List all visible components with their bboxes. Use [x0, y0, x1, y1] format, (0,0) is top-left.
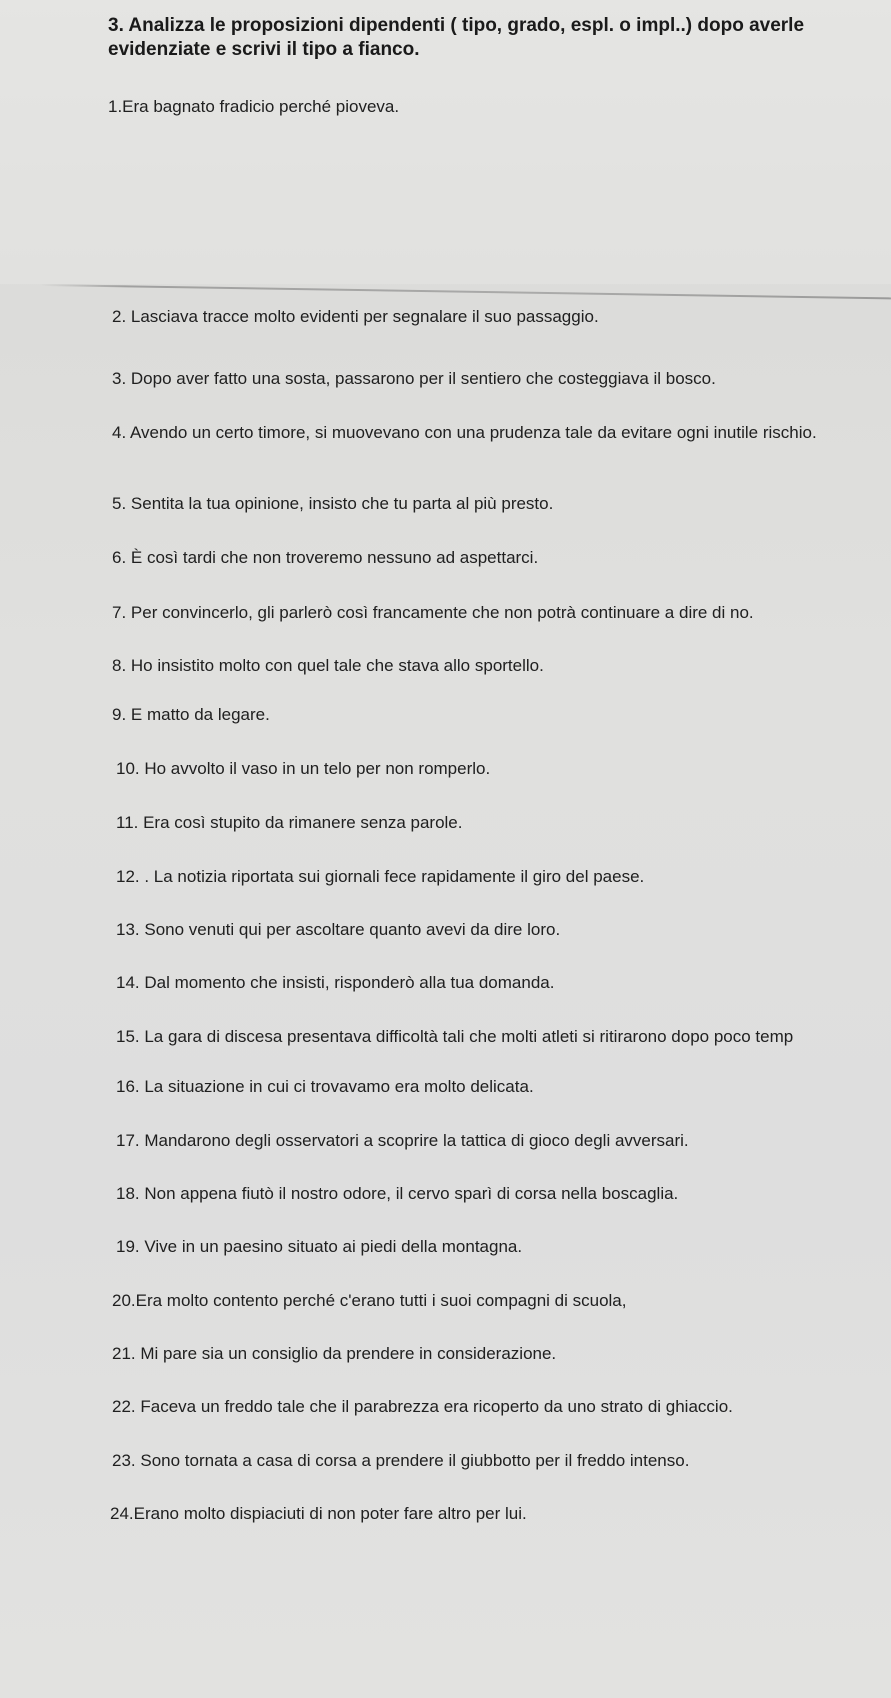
exercise-heading: 3. Analizza le proposizioni dipendenti ( tipo, grado, espl. o impl..) dopo averle evidenziate e scrivi il tipo a fianco.: [108, 15, 805, 60]
sentence-19: 19. Vive in un paesino situato ai piedi della montagna.: [116, 1237, 523, 1256]
sentence-4: 4. Avendo un certo timore, si muovevano con una prudenza tale da evitare ogni inutile rischio.: [112, 423, 817, 442]
sentence-15: 15. La gara di discesa presentava difficoltà tali che molti atleti si ritirarono dopo poco temp: [116, 1027, 794, 1046]
sentence-3: 3. Dopo aver fatto una sosta, passarono per il sentiero che costeggiava il bosco.: [112, 369, 716, 388]
sentence-7: 7. Per convincerlo, gli parlerò così francamente che non potrà continuare a dire di no.: [112, 603, 754, 622]
sentence-21: 21. Mi pare sia un consiglio da prendere in considerazione.: [112, 1344, 557, 1363]
sentence-12: 12. . La notizia riportata sui giornali fece rapidamente il giro del paese.: [116, 867, 645, 886]
sentence-14: 14. Dal momento che insisti, risponderò alla tua domanda.: [116, 973, 555, 992]
sentence-20: 20.Era molto contento perché c'erano tutti i suoi compagni di scuola,: [112, 1291, 627, 1310]
sentence-8: 8. Ho insistito molto con quel tale che stava allo sportello.: [112, 656, 544, 675]
sentence-18: 18. Non appena fiutò il nostro odore, il cervo sparì di corsa nella boscaglia.: [116, 1184, 679, 1203]
sentence-9: 9. E matto da legare.: [112, 705, 270, 724]
sentence-13: 13. Sono venuti qui per ascoltare quanto avevi da dire loro.: [116, 920, 561, 939]
sentence-22: 22. Faceva un freddo tale che il parabrezza era ricoperto da uno strato di ghiaccio.: [112, 1397, 733, 1416]
sentence-1: 1.Era bagnato fradicio perché pioveva.: [108, 97, 400, 116]
sentence-16: 16. La situazione in cui ci trovavamo era molto delicata.: [116, 1077, 534, 1096]
sentence-5: 5. Sentita la tua opinione, insisto che tu parta al più presto.: [112, 494, 554, 513]
sentence-6: 6. È così tardi che non troveremo nessuno ad aspettarci.: [112, 548, 539, 567]
sentence-10: 10. Ho avvolto il vaso in un telo per non romperlo.: [116, 759, 491, 778]
sentence-24: 24.Erano molto dispiaciuti di non poter fare altro per lui.: [110, 1504, 527, 1523]
sentence-17: 17. Mandarono degli osservatori a scoprire la tattica di gioco degli avversari.: [116, 1131, 689, 1150]
sentence-11: 11. Era così stupito da rimanere senza parole.: [116, 813, 463, 832]
sentence-23: 23. Sono tornata a casa di corsa a prendere il giubbotto per il freddo intenso.: [112, 1451, 690, 1470]
paper-fold-line: [40, 284, 891, 299]
sentence-2: 2. Lasciava tracce molto evidenti per segnalare il suo passaggio.: [112, 307, 599, 326]
